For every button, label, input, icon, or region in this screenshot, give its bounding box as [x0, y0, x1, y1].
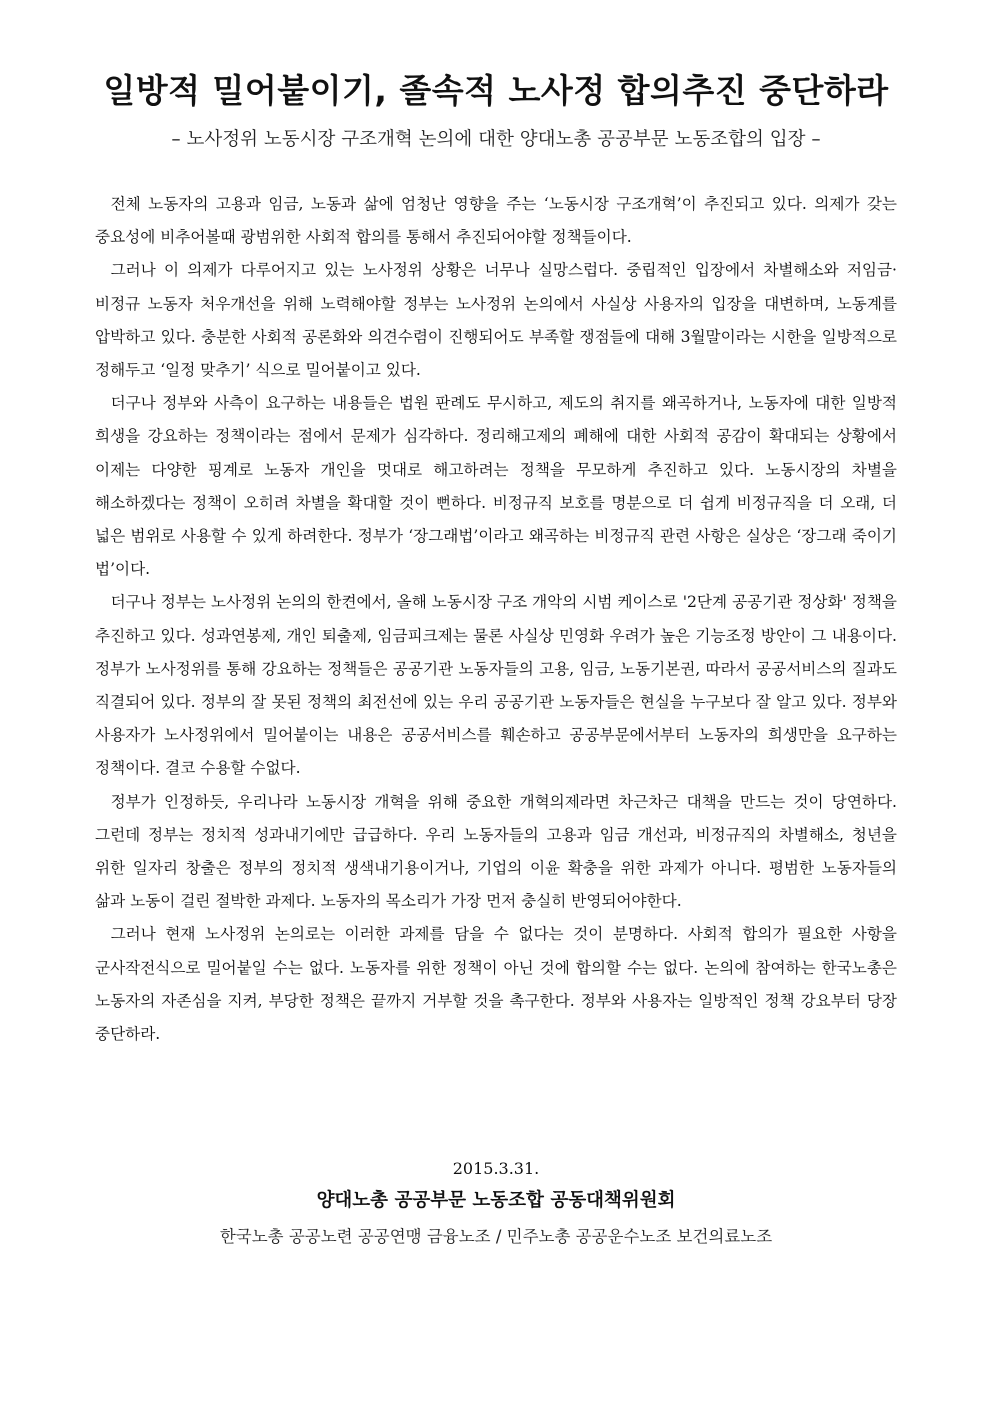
- member-unions: 한국노총 공공노련 공공연맹 금융노조 / 민주노총 공공운수노조 보건의료노조: [219, 1227, 773, 1246]
- paragraph-2: 그러나 이 의제가 다루어지고 있는 노사정위 상황은 너무나 실망스럽다. 중립적인 입장에서 차별해소와 저임금·비정규 노동자 처우개선을 위해 노력해야할 정부는 노사정위 논의에서 사실상 사용자의 입장을 대변하며, 노동계를 압박하고 있다. 충분한 사회적 공론화와 의견수렴이 진행되어도 부족할 쟁점들에 대해 3월말이라는 시한을 일방적으로 정해두고 ‘일정 맞추기’ 식으로 밀어붙이고 있다.: [95, 261, 897, 380]
- paragraph-5: 정부가 인정하듯, 우리나라 노동시장 개혁을 위해 중요한 개혁의제라면 차근차근 대책을 만드는 것이 당연하다. 그런데 정부는 정치적 성과내기에만 급급하다. 우리 노동자들의 고용과 임금 개선과, 비정규직의 차별해소, 청년을 위한 일자리 창출은 정부의 정치적 생색내기용이거나, 기업의 이윤 확충을 위한 과제가 아니다. 평범한 노동자들의 삶과 노동이 걸린 절박한 과제다. 노동자의 목소리가 가장 먼저 충실히 반영되어야한다.: [95, 792, 897, 911]
- document-body: [95, 188, 897, 1051]
- document-title: 일방적 밀어붙이기, 졸속적 노사정 합의추진 중단하라: [103, 71, 889, 110]
- issue-date: 2015.3.31.: [452, 1159, 540, 1178]
- document-subtitle: – 노사정위 노동시장 구조개혁 논의에 대한 양대노총 공공부문 노동조합의 입장 –: [171, 129, 821, 150]
- paragraph-1: 전체 노동자의 고용과 임금, 노동과 삶에 엄청난 영향을 주는 ‘노동시장 구조개혁’이 추진되고 있다. 의제가 갖는 중요성에 비추어볼때 광범위한 사회적 합의를 통해서 추진되어야할 정책들이다.: [95, 195, 897, 247]
- paragraph-3: 더구나 정부와 사측이 요구하는 내용들은 법원 판례도 무시하고, 제도의 취지를 왜곡하거나, 노동자에 대한 일방적 희생을 강요하는 정책이라는 점에서 문제가 심각하다. 정리해고제의 폐해에 대한 사회적 공감이 확대되는 상황에서 이제는 다양한 핑계로 노동자 개인을 멋대로 해고하려는 정책을 무모하게 추진하고 있다. 노동시장의 차별을 해소하겠다는 정책이 오히려 차별을 확대할 것이 뻔하다. 비정규직 보호를 명분으로 더 쉽게 비정규직을 더 오래, 더 넓은 범위로 사용할 수 있게 하려한다. 정부가 ‘장그래법’이라고 왜곡하는 비정규직 관련 사항은 실상은 ‘장그래 죽이기 법’이다.: [95, 394, 897, 579]
- paragraph-4: 더구나 정부는 노사정위 논의의 한켠에서, 올해 노동시장 구조 개악의 시범 케이스로 '2단계 공공기관 정상화' 정책을 추진하고 있다. 성과연봉제, 개인 퇴출제, 임금피크제는 물론 사실상 민영화 우려가 높은 기능조정 방안이 그 내용이다. 정부가 노사정위를 통해 강요하는 정책들은 공공기관 노동자들의 고용, 임금, 노동기본권, 따라서 공공서비스의 질과도 직결되어 있다. 정부의 잘 못된 정책의 최전선에 있는 우리 공공기관 노동자들은 현실을 누구보다 잘 알고 있다. 정부와 사용자가 노사정위에서 밀어붙이는 내용은 공공서비스를 훼손하고 공공부문에서부터 노동자의 희생만을 요구하는 정책이다. 결코 수용할 수없다.: [95, 593, 897, 778]
- issuing-organization: 양대노총 공공부문 노동조합 공동대책위원회: [316, 1190, 676, 1211]
- paragraph-6: 그러나 현재 노사정위 논의로는 이러한 과제를 담을 수 없다는 것이 분명하다. 사회적 합의가 필요한 사항을 군사작전식으로 밀어붙일 수는 없다. 노동자를 위한 정책이 아닌 것에 합의할 수는 없다. 논의에 참여하는 한국노총은 노동자의 자존심을 지켜, 부당한 정책은 끝까지 거부할 것을 촉구한다. 정부와 사용자는 일방적인 정책 강요부터 당장 중단하라.: [95, 925, 897, 1044]
